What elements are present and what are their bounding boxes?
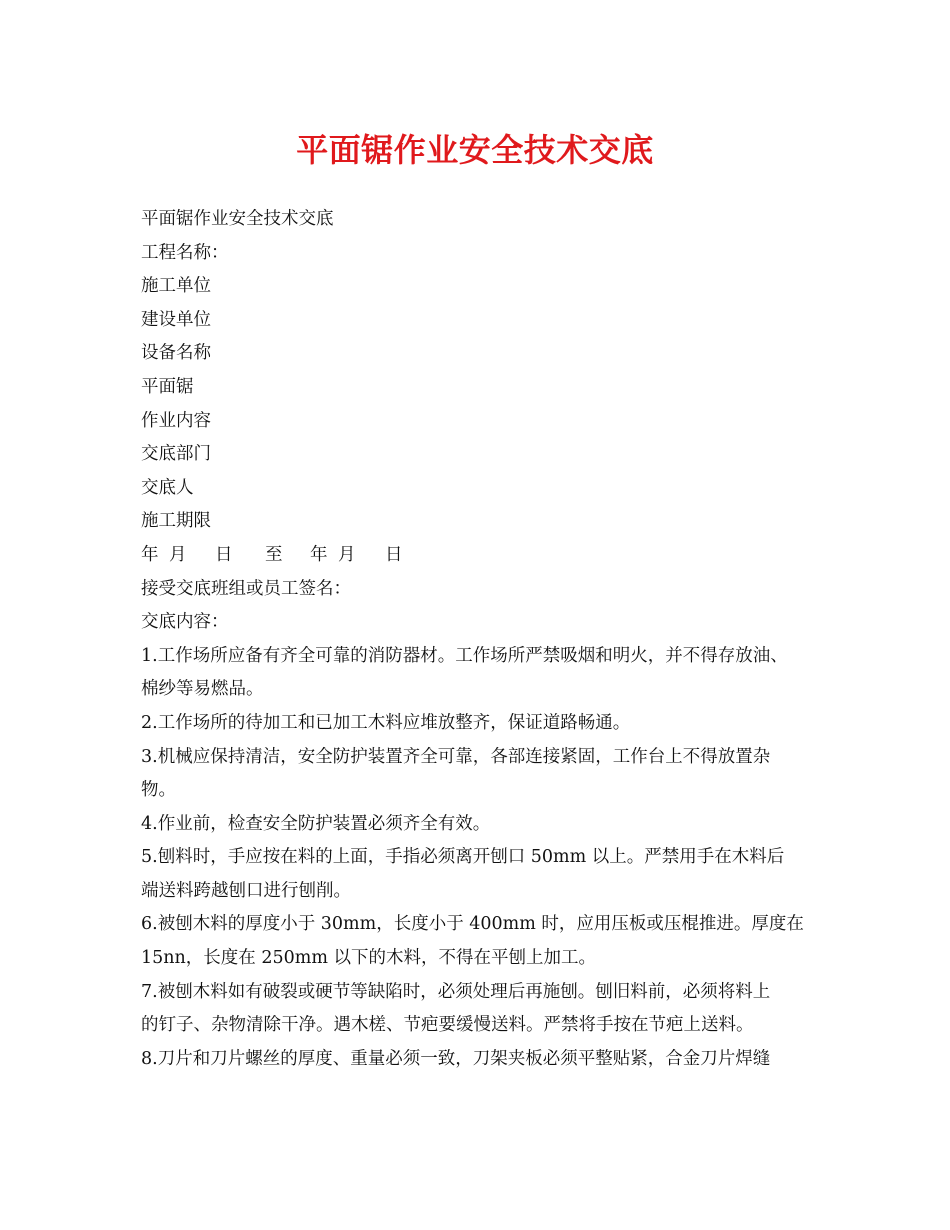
signature-label: 接受交底班组或员工签名： <box>141 578 351 599</box>
content-line: 7.被刨木料如有破裂或硬节等缺陷时，必须处理后再施刨。刨旧料前，必须将料上 <box>141 981 771 1002</box>
date-month-start: 月 <box>169 544 187 565</box>
content-line: 4.作业前，检查安全防护装置必须齐全有效。 <box>141 813 491 834</box>
document-title: 平面锯作业安全技术交底 <box>296 131 654 169</box>
date-range-row <box>141 539 831 573</box>
content-line: 3.机械应保持清洁，安全防护装置齐全可靠，各部连接紧固，工作台上不得放置杂 <box>141 746 771 767</box>
document-body <box>141 203 831 1076</box>
content-label: 交底内容： <box>141 612 229 633</box>
date-month-end: 月 <box>338 544 356 565</box>
date-to: 至 <box>265 544 283 565</box>
content-line: 2.工作场所的待加工和已加工木料应堆放整齐，保证道路畅通。 <box>141 712 631 733</box>
construction-period-label: 施工期限 <box>141 511 211 532</box>
content-line: 物。 <box>141 780 176 801</box>
briefing-person-label: 交底人 <box>141 477 194 498</box>
content-line: 15nn，长度在 250mm 以下的木料，不得在平刨上加工。 <box>141 948 597 969</box>
building-unit-label: 建设单位 <box>141 309 211 330</box>
content-line: 5.刨料时，手应按在料的上面，手指必须离开刨口 50mm 以上。严禁用手在木料后 <box>141 847 785 868</box>
date-year-start: 年 <box>141 544 159 565</box>
date-day-start: 日 <box>215 544 233 565</box>
date-year-end: 年 <box>310 544 328 565</box>
equipment-name-label: 设备名称 <box>141 343 211 364</box>
content-line: 的钉子、杂物清除干净。遇木槎、节疤要缓慢送料。严禁将手按在节疤上送料。 <box>141 1015 754 1036</box>
content-line: 棉纱等易燃品。 <box>141 679 264 700</box>
construction-unit-label: 施工单位 <box>141 276 211 297</box>
content-line: 1.工作场所应备有齐全可靠的消防器材。工作场所严禁吸烟和明火，并不得存放油、 <box>141 645 788 666</box>
date-day-end: 日 <box>385 544 403 565</box>
equipment-value: 平面锯 <box>141 376 194 397</box>
content-line: 端送料跨越刨口进行刨削。 <box>141 880 351 901</box>
briefing-dept-label: 交底部门 <box>141 444 211 465</box>
project-name-label: 工程名称： <box>141 242 229 263</box>
doc-name-line: 平面锯作业安全技术交底 <box>141 209 334 229</box>
work-content-label: 作业内容 <box>141 410 211 431</box>
content-line: 8.刀片和刀片螺丝的厚度、重量必须一致，刀架夹板必须平整贴紧，合金刀片焊缝 <box>141 1048 771 1069</box>
content-line: 6.被刨木料的厚度小于 30mm，长度小于 400mm 时，应用压板或压棍推进。厚度在 <box>141 914 804 935</box>
